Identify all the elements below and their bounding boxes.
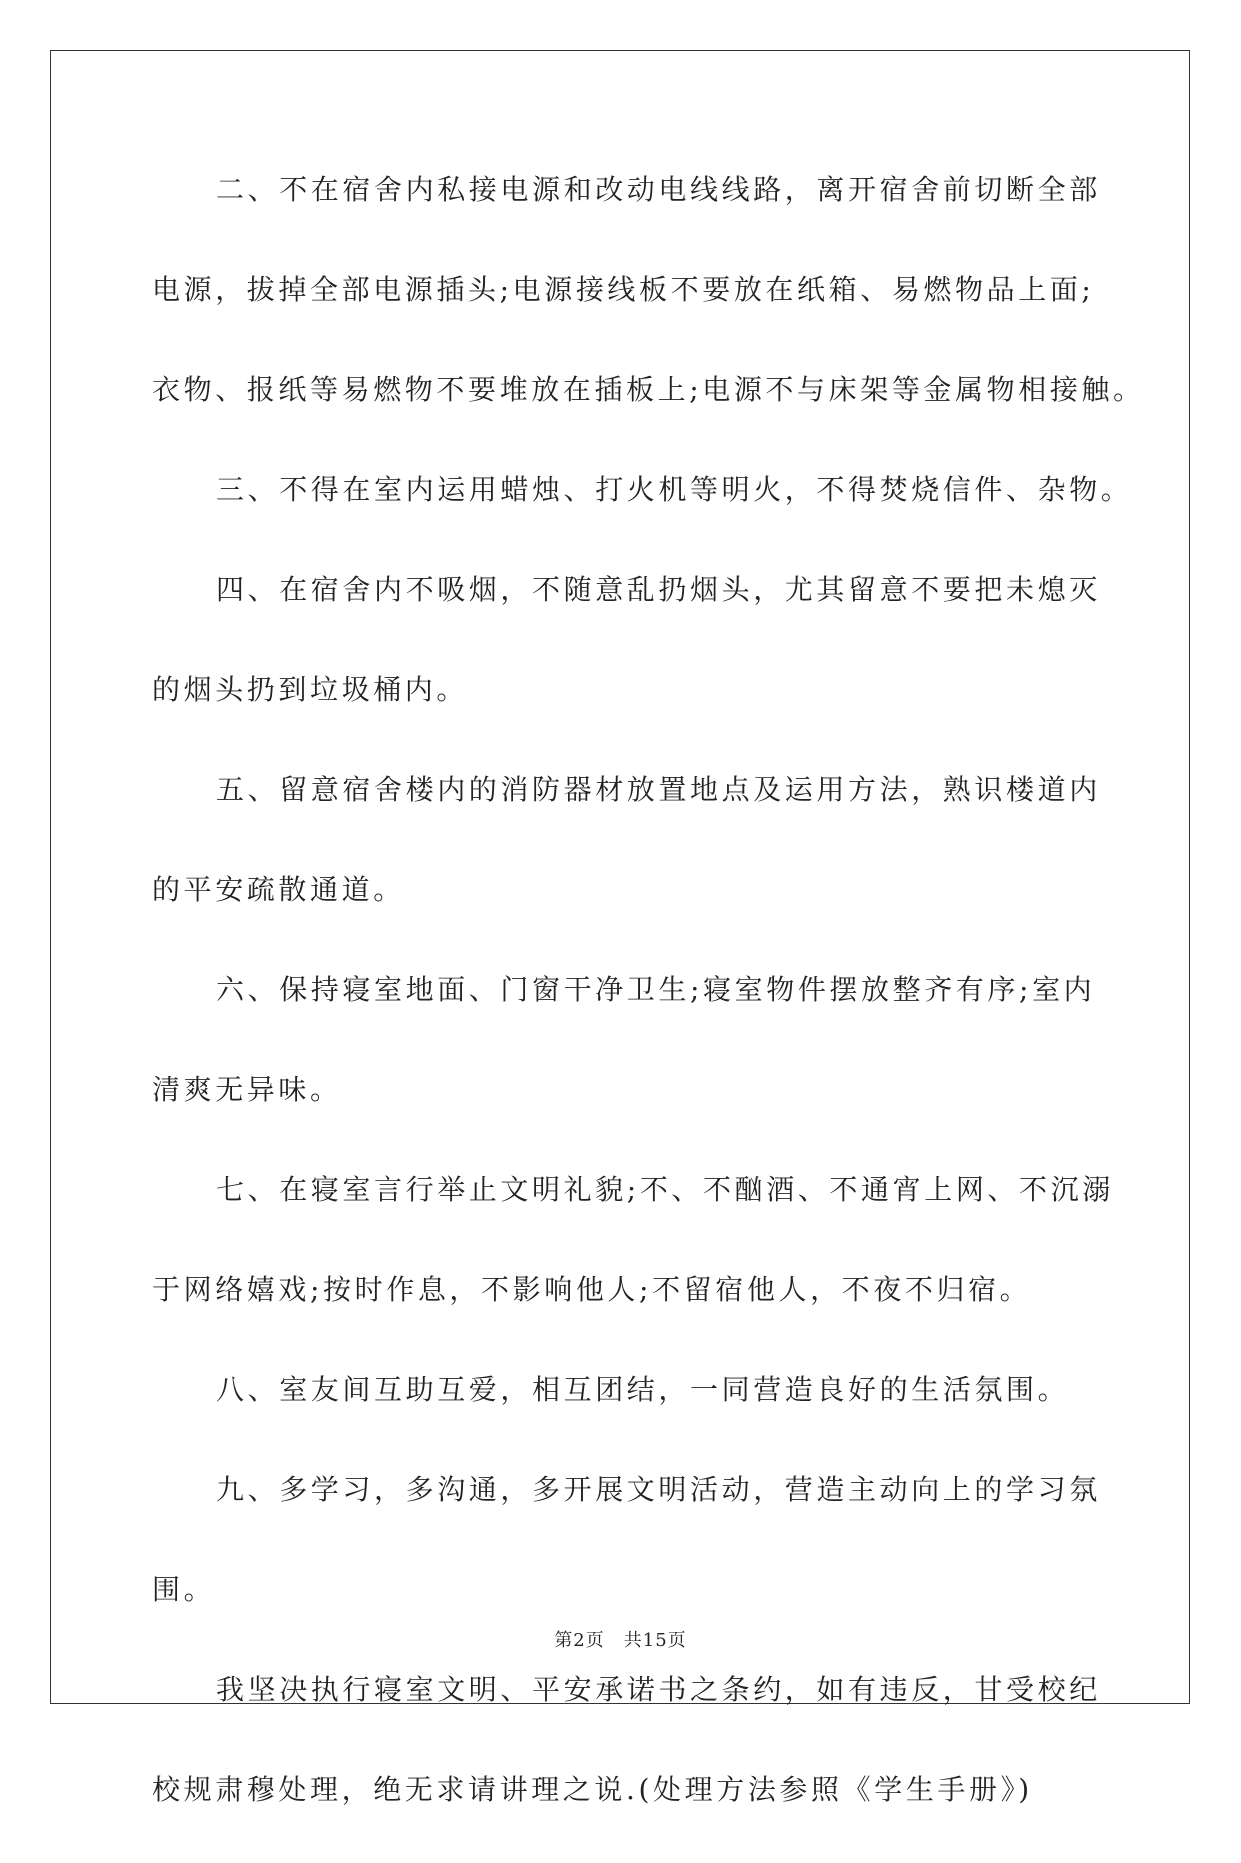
text-line: 五、留意宿舍楼内的消防器材放置地点及运用方法，熟识楼道内: [216, 773, 1101, 806]
document-body: [152, 163, 1145, 1863]
text-line: 我坚决执行寝室文明、平安承诺书之条约，如有违反，甘受校纪: [216, 1673, 1101, 1706]
text-line: 的烟头扔到垃圾桶内。: [152, 673, 469, 706]
text-line: 二、不在宿舍内私接电源和改动电线线路，离开宿舍前切断全部: [216, 173, 1101, 206]
text-line: 校规肃穆处理，绝无求请讲理之说.(处理方法参照《学生手册》): [152, 1773, 1033, 1806]
text-line: 四、在宿舍内不吸烟，不随意乱扔烟头，尤其留意不要把未熄灭: [216, 573, 1101, 606]
text-line: 围。: [152, 1573, 216, 1606]
text-line: 八、室友间互助互爱，相互团结，一同营造良好的生活氛围。: [216, 1373, 1070, 1406]
text-line: 衣物、报纸等易燃物不要堆放在插板上;电源不与床架等金属物相接触。: [152, 373, 1145, 406]
text-line: 九、多学习，多沟通，多开展文明活动，营造主动向上的学习氛: [216, 1473, 1101, 1506]
text-line: 的平安疏散通道。: [152, 873, 405, 906]
text-line: 六、保持寝室地面、门窗干净卫生;寝室物件摆放整齐有序;室内: [216, 973, 1096, 1006]
page-number: 第2页 共15页: [554, 1630, 687, 1651]
text-line: 七、在寝室言行举止文明礼貌;不、不酗酒、不通宵上网、不沉溺: [216, 1173, 1114, 1206]
text-line: 于网络嬉戏;按时作息，不影响他人;不留宿他人，不夜不归宿。: [152, 1273, 1032, 1306]
text-line: 电源，拔掉全部电源插头;电源接线板不要放在纸箱、易燃物品上面;: [152, 273, 1095, 306]
text-line: 三、不得在室内运用蜡烛、打火机等明火，不得焚烧信件、杂物。: [216, 473, 1133, 506]
text-line: 清爽无异味。: [152, 1073, 342, 1106]
